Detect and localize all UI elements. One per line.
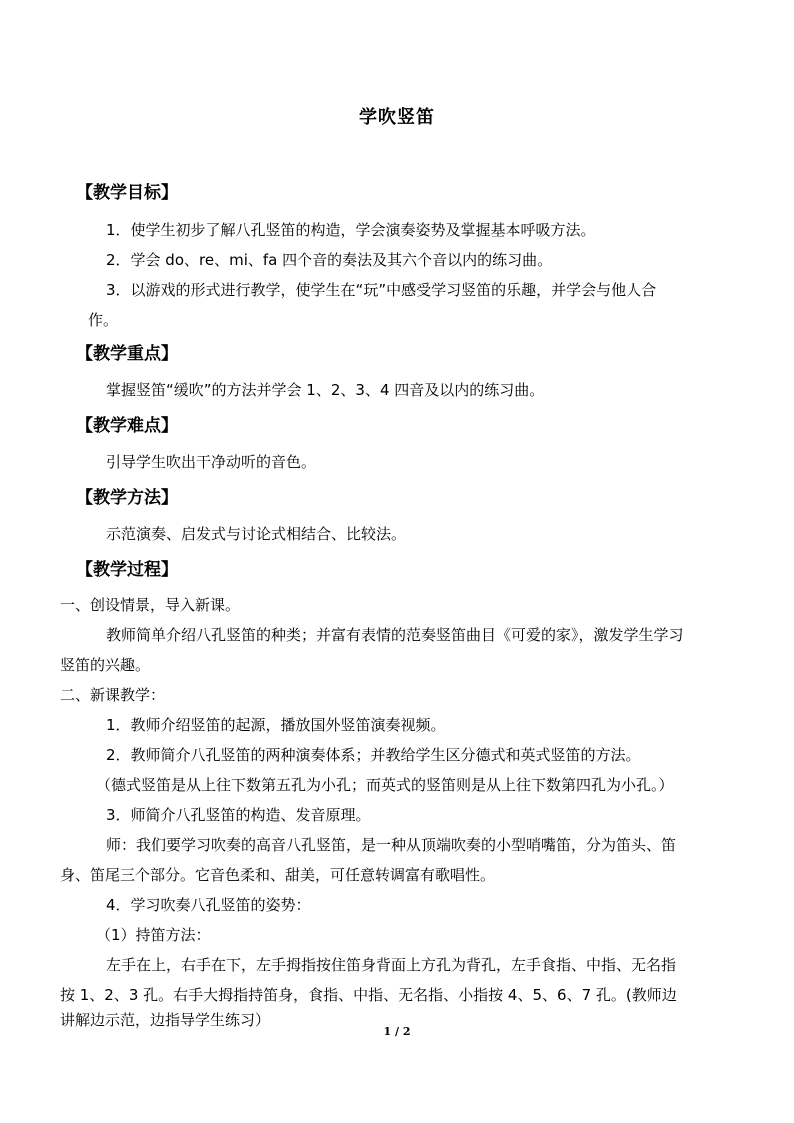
key-text: 掌握竖笛“缓吹”的方法并学会 1、2、3、4 四音及以内的练习曲。 xyxy=(106,381,545,399)
process-line-5: 1．教师介绍竖笛的起源，播放国外竖笛演奏视频。 xyxy=(106,716,446,734)
goals-item-3: 3．以游戏的形式进行教学，使学生在“玩”中感受学习竖笛的乐趣，并学会与他人合 xyxy=(106,281,657,299)
page-number: 1 / 2 xyxy=(383,1025,411,1038)
method-heading: 【教学方法】 xyxy=(76,488,178,508)
process-heading: 【教学过程】 xyxy=(76,560,178,580)
process-line-11: 4．学习吹奏八孔竖笛的姿势： xyxy=(106,896,311,914)
difficulty-text: 引导学生吹出干净动听的音色。 xyxy=(106,453,317,471)
process-line-2: 教师简单介绍八孔竖笛的种类；并富有表情的范奏竖笛曲目《可爱的家》，激发学生学习 xyxy=(106,626,684,644)
process-line-8: 3．师简介八孔竖笛的构造、发音原理。 xyxy=(106,806,371,824)
process-line-13: 左手在上，右手在下，左手拇指按住笛身背面上方孔为背孔，左手食指、中指、无名指 xyxy=(106,956,677,974)
process-line-6: 2．教师简介八孔竖笛的两种演奏体系；并教给学生区分德式和英式竖笛的方法。 xyxy=(106,746,641,764)
key-heading: 【教学重点】 xyxy=(76,344,178,364)
process-line-10: 身、笛尾三个部分。它音色柔和、甜美，可任意转调富有歌唱性。 xyxy=(60,866,496,884)
process-line-7: （德式竖笛是从上往下数第五孔为小孔；而英式的竖笛则是从上往下数第四孔为小孔。） xyxy=(96,776,674,794)
goals-item-2: 2．学会 do、re、mi、fa 四个音的奏法及其六个音以内的练习曲。 xyxy=(106,251,553,269)
goals-heading: 【教学目标】 xyxy=(76,183,178,203)
process-line-9: 师：我们要学习吹奏的高音八孔竖笛，是一种从顶端吹奏的小型哨嘴笛，分为笛头、笛 xyxy=(106,836,677,854)
page-title: 学吹竖笛 xyxy=(359,107,435,128)
process-line-4: 二、新课教学： xyxy=(60,686,166,704)
process-line-15: 讲解边示范，边指导学生练习） xyxy=(60,1011,271,1029)
goals-item-1: 1．使学生初步了解八孔竖笛的构造，学会演奏姿势及掌握基本呼吸方法。 xyxy=(106,221,596,239)
process-line-3: 竖笛的兴趣。 xyxy=(60,656,151,674)
process-line-12: （1）持笛方法： xyxy=(96,926,211,944)
difficulty-heading: 【教学难点】 xyxy=(76,416,178,436)
method-text: 示范演奏、启发式与讨论式相结合、比较法。 xyxy=(106,525,407,543)
process-line-14: 按 1、2、3 孔。右手大拇指持笛身，食指、中指、无名指、小指按 4、5、6、7 孔。(教师边 xyxy=(60,986,677,1004)
goals-item-3-cont: 作。 xyxy=(88,311,119,329)
process-line-1: 一、创设情景，导入新课。 xyxy=(60,596,241,614)
